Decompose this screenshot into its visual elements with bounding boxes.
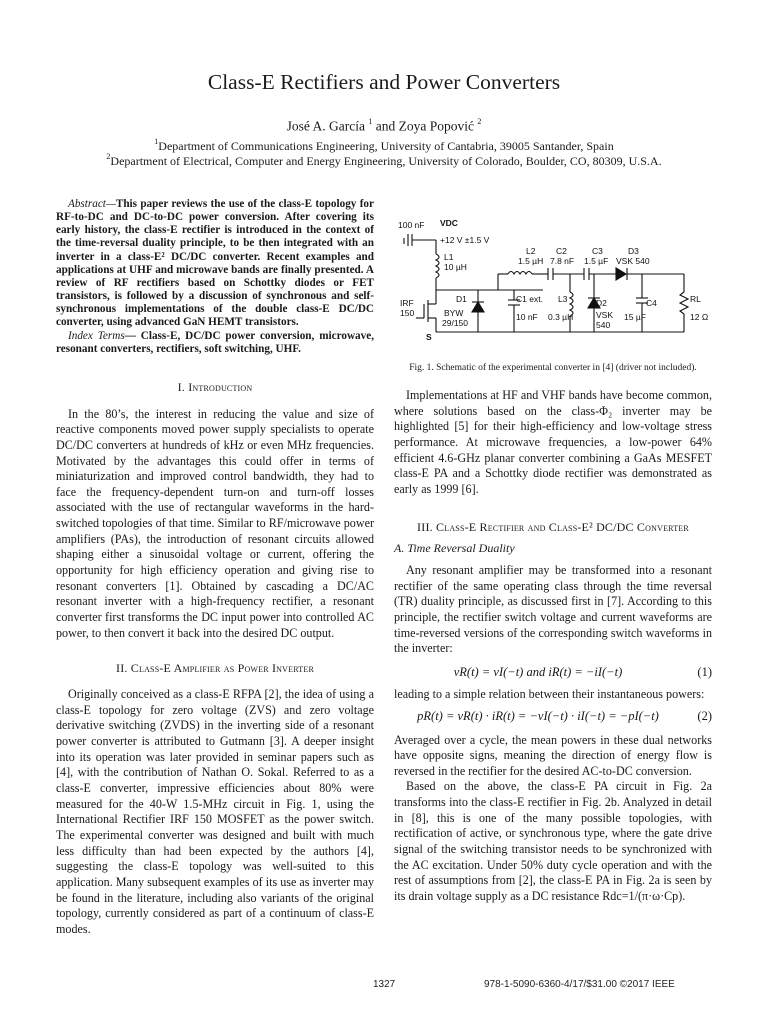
fig-label-d2: D2 bbox=[596, 298, 607, 308]
fig-label-l1: L1 bbox=[444, 252, 454, 262]
equation-2-number: (2) bbox=[697, 708, 712, 723]
intro-paragraph: In the 80’s, the interest in reducing the value and size of reactive components moved power supply specialists to operate DC/DC converters at hundreds of kHz or even MHz frequencies. Motivated by the advantages this could offer in terms of miniaturization and improved control bandwidth, they had to face the frequency-dependent turn-on and turn-off losses associated with the use of rectangular waveforms in the hard-switched topologies of that time. Similar to RF/microwave power amplifiers (PAs), the introduction of resonant circuits allowed shaping either a sinusoidal voltage or current, offering the opportunity for high efficiency operation and giving rise to resonant converters [1]. Obtained by cascading a DC/AC resonant inverter with a high-frequency rectifier, a resonant converter first transforms the DC input power into controlled AC power, to then convert it back into the desired DC output. bbox=[56, 406, 374, 640]
section-3-paragraph-2: Averaged over a cycle, the mean powers in these dual networks have opposite signs, meaning the direction of energy flow is reversed in the rectifier for the desired AC-to-DC conversion. bbox=[394, 732, 712, 778]
section-3-paragraph-3: Based on the above, the class-E PA circuit in Fig. 2a transforms into the class-E rectifier in Fig. 2b. Analyzed in detail in [8], this is one of the many possible topologies, with rectification of active, or synchronous type, where the gate drive signal of the switching transistor needs to be synchronized with the AC excitation. Under 50% duty cycle operation and with the rest of assumptions from [2], the class-E PA in Fig. 2a is seen by its drain voltage supply as a DC resistance Rdc=1/(π·ω·Cp). bbox=[394, 779, 712, 904]
right-column bbox=[394, 388, 712, 905]
subsection-heading-3a: A. Time Reversal Duality bbox=[394, 541, 515, 556]
affiliation-2-sup: 2 bbox=[106, 152, 111, 161]
author-2: Zoya Popović bbox=[398, 118, 474, 134]
abstract-text: This paper reviews the use of the class-E topology for RF-to-DC and DC-to-DC power conversion. After covering its early history, the class-E rectifier is introduced in the context of the time-reversal duality principle, to be then integrated with an inverter in a class-E² DC/DC converter. Recent examples and applications at UHF and microwave bands are finally presented. A review of RF rectifiers based on Schottky diodes or FET transistors, is followed by a discussion of synchronous and self-synchronous implementations of the double class-E DC/DC converter, using advanced GaN HEMT transistors. bbox=[56, 198, 374, 329]
fig-label-c1-val: 10 nF bbox=[516, 312, 538, 322]
fig-label-l1-val: 10 µH bbox=[444, 262, 467, 272]
section-heading-introduction: I. Introduction bbox=[177, 379, 253, 394]
right-paragraph-1: Implementations at HF and VHF bands have become common, where solutions based on the class-Φ₂ inverter may be highlighted [5] for their high-efficiency and low-voltage stress performance. At microwave frequencies, a low-power 64% efficient 4.6-GHz planar converter combining a GaAs MESFET class-E PA and a Schottky diode rectifier was demonstrated as early as 1999 [6]. bbox=[394, 388, 712, 496]
fig-label-d2-val1: VSK bbox=[596, 310, 614, 320]
equation-1-formula: vR(t) = vI(−t) and iR(t) = −iI(−t) bbox=[453, 664, 623, 679]
index-terms-text: — Class-E, DC/DC power conversion, microwave, resonant converters, rectifiers, soft switching, UHF. bbox=[56, 329, 374, 355]
fig-label-d1-val1: BYW bbox=[444, 308, 464, 318]
author-line bbox=[0, 118, 768, 135]
page-number: 1327 bbox=[373, 979, 396, 990]
fig-label-rl-val: 12 Ω bbox=[690, 312, 709, 322]
fig-label-c3-val: 1.5 µF bbox=[584, 256, 609, 266]
fig-label-s: S bbox=[426, 332, 432, 342]
fig-label-c4: C4 bbox=[646, 298, 657, 308]
figure-1-caption: Fig. 1. Schematic of the experimental converter in [4] (driver not included). bbox=[409, 363, 697, 373]
fig-label-d1-val2: 29/150 bbox=[442, 318, 468, 328]
fig-label-d3: D3 bbox=[628, 246, 639, 256]
fig-label-irf-val: 150 bbox=[400, 308, 415, 318]
equation-lead-text: leading to a simple relation between their instantaneous powers: bbox=[394, 686, 705, 701]
fig-label-l3-val: 0.3 µH bbox=[548, 312, 574, 322]
paper-title: Class-E Rectifiers and Power Converters bbox=[207, 70, 561, 94]
section-heading-2: II. Class-E Amplifier as Power Inverter bbox=[116, 661, 314, 676]
author-2-sup: 2 bbox=[477, 117, 482, 126]
abstract-lead: Abstract— bbox=[68, 198, 116, 210]
author-1-sup: 1 bbox=[368, 117, 373, 126]
fig-label-l3: L3 bbox=[558, 294, 568, 304]
affiliation-1-text: Department of Communications Engineering, University of Cantabria, 39005 Santander, Spain bbox=[158, 139, 614, 153]
author-and: and bbox=[375, 118, 396, 134]
fig-label-rl: RL bbox=[690, 294, 701, 304]
fig-label-irf: IRF bbox=[400, 298, 414, 308]
equation-1 bbox=[394, 665, 712, 687]
section-3-paragraph-1: Any resonant amplifier may be transformed into a resonant rectifier of the same operating class through the time reversal (TR) duality principle, as discussed first in [7]. According to this principle, the rectifier switch voltage and current waveforms are time-reversed versions of the corresponding switch waveforms in the inverter: bbox=[394, 562, 712, 656]
fig-label-vsupply: +12 V ±1.5 V bbox=[440, 235, 490, 245]
fig-label-l2-val: 1.5 µH bbox=[518, 256, 544, 266]
fig-label-d1: D1 bbox=[456, 294, 467, 304]
fig-label-d3-val: VSK 540 bbox=[616, 256, 650, 266]
fig-label-d2-val2: 540 bbox=[596, 320, 611, 330]
affiliation-1-sup: 1 bbox=[154, 137, 159, 146]
affiliation-1 bbox=[0, 138, 768, 154]
left-column bbox=[56, 198, 374, 938]
index-terms bbox=[56, 330, 374, 356]
fig-label-c2-val: 7.8 nF bbox=[550, 256, 575, 266]
fig-label-c4-val: 15 µF bbox=[624, 312, 646, 322]
index-terms-lead: Index Terms bbox=[68, 329, 125, 342]
section-2-paragraph: Originally conceived as a class-E RFPA [2], the idea of using a class-E topology for zero voltage (ZVS) and zero voltage derivative switching (ZVDS) in the inverting side of a resonant power converter is attributed to Gutmann [3]. A deeper insight into its operation was later provided in seminar papers such as [4], with the contribution of Nathan O. Sokal. Referred to as a class-E converter, impressive efficiencies about 80% were measured for the 40-W 1.5-MHz circuit in Fig. 1, using the International Rectifier IRF 150 MOSFET as the power switch. The experimental converter was designed and built with much less difficulty than had been expected by the authors [4], suggesting the class-E topology was well-suited to this application. Many subsequent examples of its use as inverter may be found in the literature, including also variants of the original topology, currently considered as part of a continuum of class-E modes. bbox=[56, 687, 374, 936]
affiliation-2-text: Department of Electrical, Computer and Energy Engineering, University of Colorado, Boulder, CO, 80309, U.S.A. bbox=[110, 154, 662, 168]
affiliation-2 bbox=[0, 153, 768, 169]
equation-2 bbox=[394, 709, 712, 731]
equation-2-formula: pR(t) = vR(t) · iR(t) = −vI(−t) · iI(−t) = −pI(−t) bbox=[417, 708, 659, 723]
fig-label-l2: L2 bbox=[526, 246, 536, 256]
fig-label-100nf: 100 nF bbox=[398, 220, 425, 230]
fig-label-c3: C3 bbox=[592, 246, 603, 256]
copyright-line: 978-1-5090-6360-4/17/$31.00 ©2017 IEEE bbox=[484, 979, 675, 990]
figure-1-schematic bbox=[398, 214, 710, 354]
section-heading-3: III. Class-E Rectifier and Class-E² DC/DC Converter bbox=[417, 519, 689, 534]
author-1: José A. García bbox=[286, 118, 365, 134]
abstract bbox=[56, 198, 374, 330]
fig-label-c1: C1 ext. bbox=[516, 294, 543, 304]
equation-1-number: (1) bbox=[697, 664, 712, 679]
fig-label-vdc: VDC bbox=[440, 218, 458, 228]
fig-label-c2: C2 bbox=[556, 246, 567, 256]
